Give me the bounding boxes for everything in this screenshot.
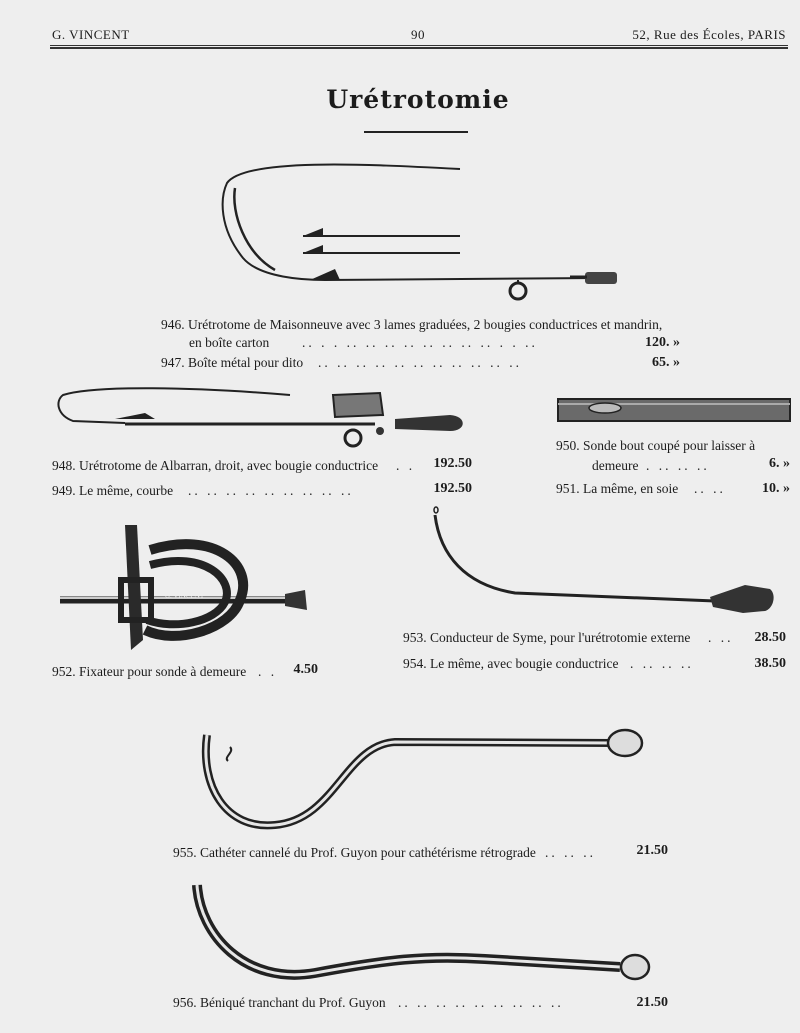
- item-955-price: 21.50: [636, 843, 668, 858]
- item-952-leader: . .: [258, 664, 278, 679]
- item-949-price: 192.50: [433, 481, 472, 496]
- item-950-leader: . .. .. ..: [646, 458, 710, 473]
- header-rule-top: [50, 45, 788, 46]
- fixateur-engraved-label: G. VINCENT: [165, 592, 205, 600]
- item-950-line2: demeure: [592, 458, 639, 473]
- header-rule-bottom: [50, 47, 788, 49]
- albarran-urethrotome-illustration: [55, 385, 475, 450]
- item-947-price: 65. »: [652, 355, 680, 370]
- item-946-line1: 946. Urétrotome de Maisonneuve avec 3 lames graduées, 2 bougies conductrices et mandrin,: [161, 317, 663, 332]
- item-952-price: 4.50: [293, 662, 318, 677]
- item-950-line1: 950. Sonde bout coupé pour laisser à: [556, 438, 756, 453]
- page-title: Urétrotomie: [326, 85, 510, 114]
- item-951-leader: .. ..: [694, 481, 726, 496]
- title-underline: [364, 131, 468, 133]
- syme-conductor-illustration: [425, 505, 780, 620]
- item-954-leader: . .. .. ..: [630, 656, 694, 671]
- item-955-leader: .. .. ..: [545, 845, 596, 860]
- item-954-text: 954. Le même, avec bougie conductrice: [403, 656, 619, 671]
- item-953-price: 28.50: [754, 630, 786, 645]
- item-948-price: 192.50: [433, 456, 472, 471]
- item-953-leader: . ..: [708, 630, 734, 645]
- item-956-leader: .. .. .. .. .. .. .. .. ..: [398, 995, 564, 1010]
- maisonneuve-urethrotome-illustration: [215, 158, 625, 303]
- header-left: G. VINCENT: [52, 27, 130, 42]
- item-956-price: 21.50: [636, 995, 668, 1010]
- page-number: 90: [411, 27, 425, 42]
- item-950-price: 6. »: [769, 456, 790, 471]
- fixateur-illustration: [55, 520, 315, 655]
- item-946-price: 120. »: [645, 335, 680, 350]
- item-947-text: 947. Boîte métal pour dito: [161, 355, 304, 370]
- item-946-line2: en boîte carton: [189, 335, 270, 350]
- item-946-leader: .. . . .. .. .. .. .. .. .. .. . . ..: [302, 335, 538, 350]
- item-954-price: 38.50: [754, 656, 786, 671]
- item-953-text: 953. Conducteur de Syme, pour l'urétrotomie externe: [403, 630, 691, 645]
- grooved-catheter-illustration: [195, 725, 650, 835]
- item-952-text: 952. Fixateur pour sonde à demeure: [52, 664, 247, 679]
- header-right: 52, Rue des Écoles, PARIS: [632, 27, 786, 42]
- item-948-text: 948. Urétrotome de Albarran, droit, avec bougie conductrice: [52, 458, 379, 473]
- item-947-leader: .. .. .. .. .. .. .. .. .. .. ..: [318, 355, 522, 370]
- benique-illustration: [185, 875, 655, 985]
- item-949-text: 949. Le même, courbe: [52, 483, 174, 498]
- item-948-leader: . .: [396, 458, 416, 473]
- item-956-text: 956. Béniqué tranchant du Prof. Guyon: [173, 995, 386, 1010]
- item-949-leader: .. .. .. .. .. .. .. .. ..: [188, 483, 354, 498]
- sonde-bout-coupe-illustration: [555, 395, 795, 425]
- item-951-price: 10. »: [762, 481, 790, 496]
- item-955-text: 955. Cathéter cannelé du Prof. Guyon pour cathétérisme rétrograde: [173, 845, 536, 860]
- item-951-text: 951. La même, en soie: [556, 481, 679, 496]
